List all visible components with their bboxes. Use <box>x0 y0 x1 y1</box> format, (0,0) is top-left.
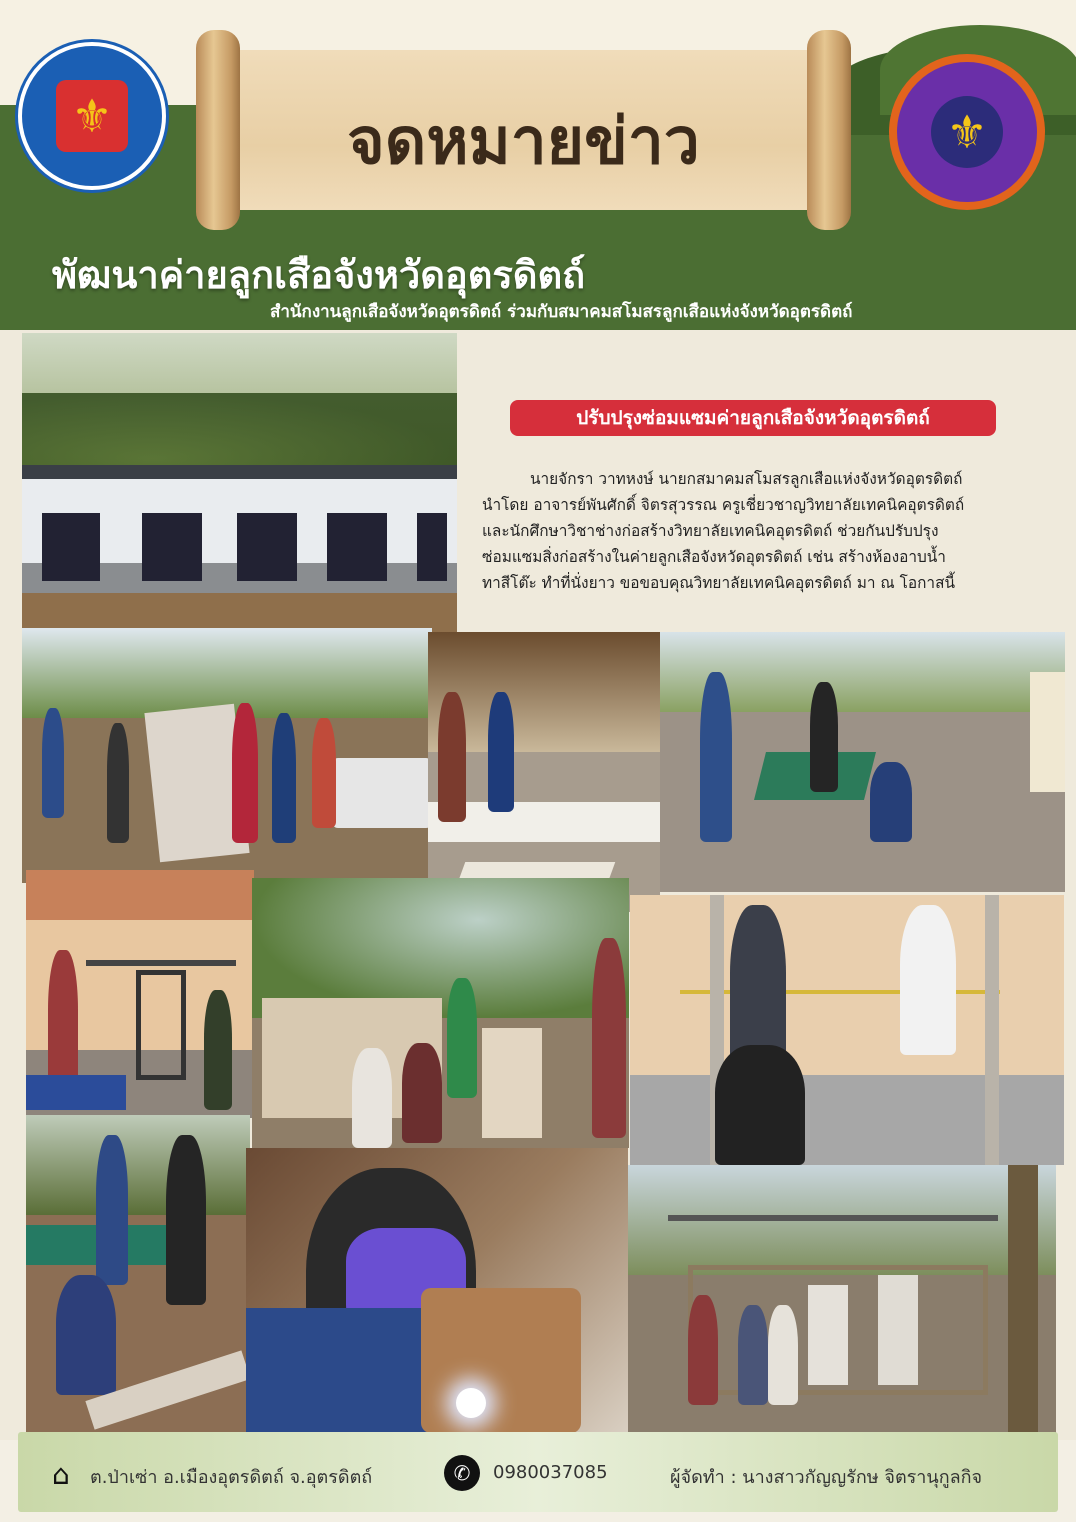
photo-restroom-building <box>22 333 457 633</box>
home-icon: ⌂ <box>52 1458 70 1491</box>
article-line: และนักศึกษาวิชาช่างก่อสร้างวิทยาลัยเทคนิคอุตรดิตถ์ ช่วยกันปรับปรุง <box>482 522 939 540</box>
scout-association-logo <box>893 58 1041 206</box>
photo-students-carrying-panel <box>22 628 432 883</box>
photo-painting-green-table <box>660 632 1065 892</box>
newsletter-banner-scroll <box>196 30 851 230</box>
footer-author: ผู้จัดทำ : นางสาวกัญญรักษ จิตรานุกูลกิจ <box>670 1467 983 1488</box>
page-subtitle: สำนักงานลูกเสือจังหวัดอุตรดิตถ์ ร่วมกับสมาคมสโมสรลูกเสือแห่งจังหวัดอุตรดิตถ์ <box>270 302 853 322</box>
banner-title: จดหมายข่าว <box>347 105 700 179</box>
scout-fleur-de-lis-icon: ⚜ <box>56 80 128 152</box>
scout-fleur-de-lis-icon: ⚜ <box>931 96 1003 168</box>
article-headline-label: ปรับปรุงซ่อมแซมค่ายลูกเสือจังหวัดอุตรดิตถ์ <box>510 400 996 436</box>
photo-welding <box>246 1148 628 1433</box>
photo-painting-table-outdoor <box>26 1115 250 1433</box>
photo-building-frame-scaffold <box>26 870 254 1118</box>
photo-students-measuring <box>630 895 1064 1165</box>
photo-wooden-walls-construction <box>252 878 629 1148</box>
article-body <box>482 466 1042 596</box>
phone-icon: ✆ <box>444 1455 480 1491</box>
footer-phone: 0980037085 <box>493 1462 608 1483</box>
page-title: พัฒนาค่ายลูกเสือจังหวัดอุตรดิตถ์ <box>52 253 586 297</box>
photo-roof-frame-structure <box>628 1165 1056 1433</box>
article-line: นำโดย อาจารย์พันศักดิ์ จิตรสุวรรณ ครูเชี่ยวชาญวิทยาลัยเทคนิคอุตรดิตถ์ <box>482 496 965 514</box>
photo-painting-benches-hall <box>428 632 660 912</box>
scout-office-logo <box>18 42 166 190</box>
article-line: นายจักรา วาทหงษ์ นายกสมาคมสโมสรลูกเสือแห่งจังหวัดอุตรดิตถ์ <box>530 470 963 488</box>
article-line: ซ่อมแซมสิ่งก่อสร้างในค่ายลูกเสือจังหวัดอุตรดิตถ์ เช่น สร้างห้องอาบน้ำ <box>482 548 946 566</box>
footer-address: ต.ป่าเซ่า อ.เมืองอุตรดิตถ์ จ.อุตรดิตถ์ <box>90 1467 373 1488</box>
article-line: ทาสีโต๊ะ ทำที่นั่งยาว ขอขอบคุณวิทยาลัยเทคนิคอุตรดิตถ์ มา ณ โอกาสนี้ <box>482 574 955 592</box>
